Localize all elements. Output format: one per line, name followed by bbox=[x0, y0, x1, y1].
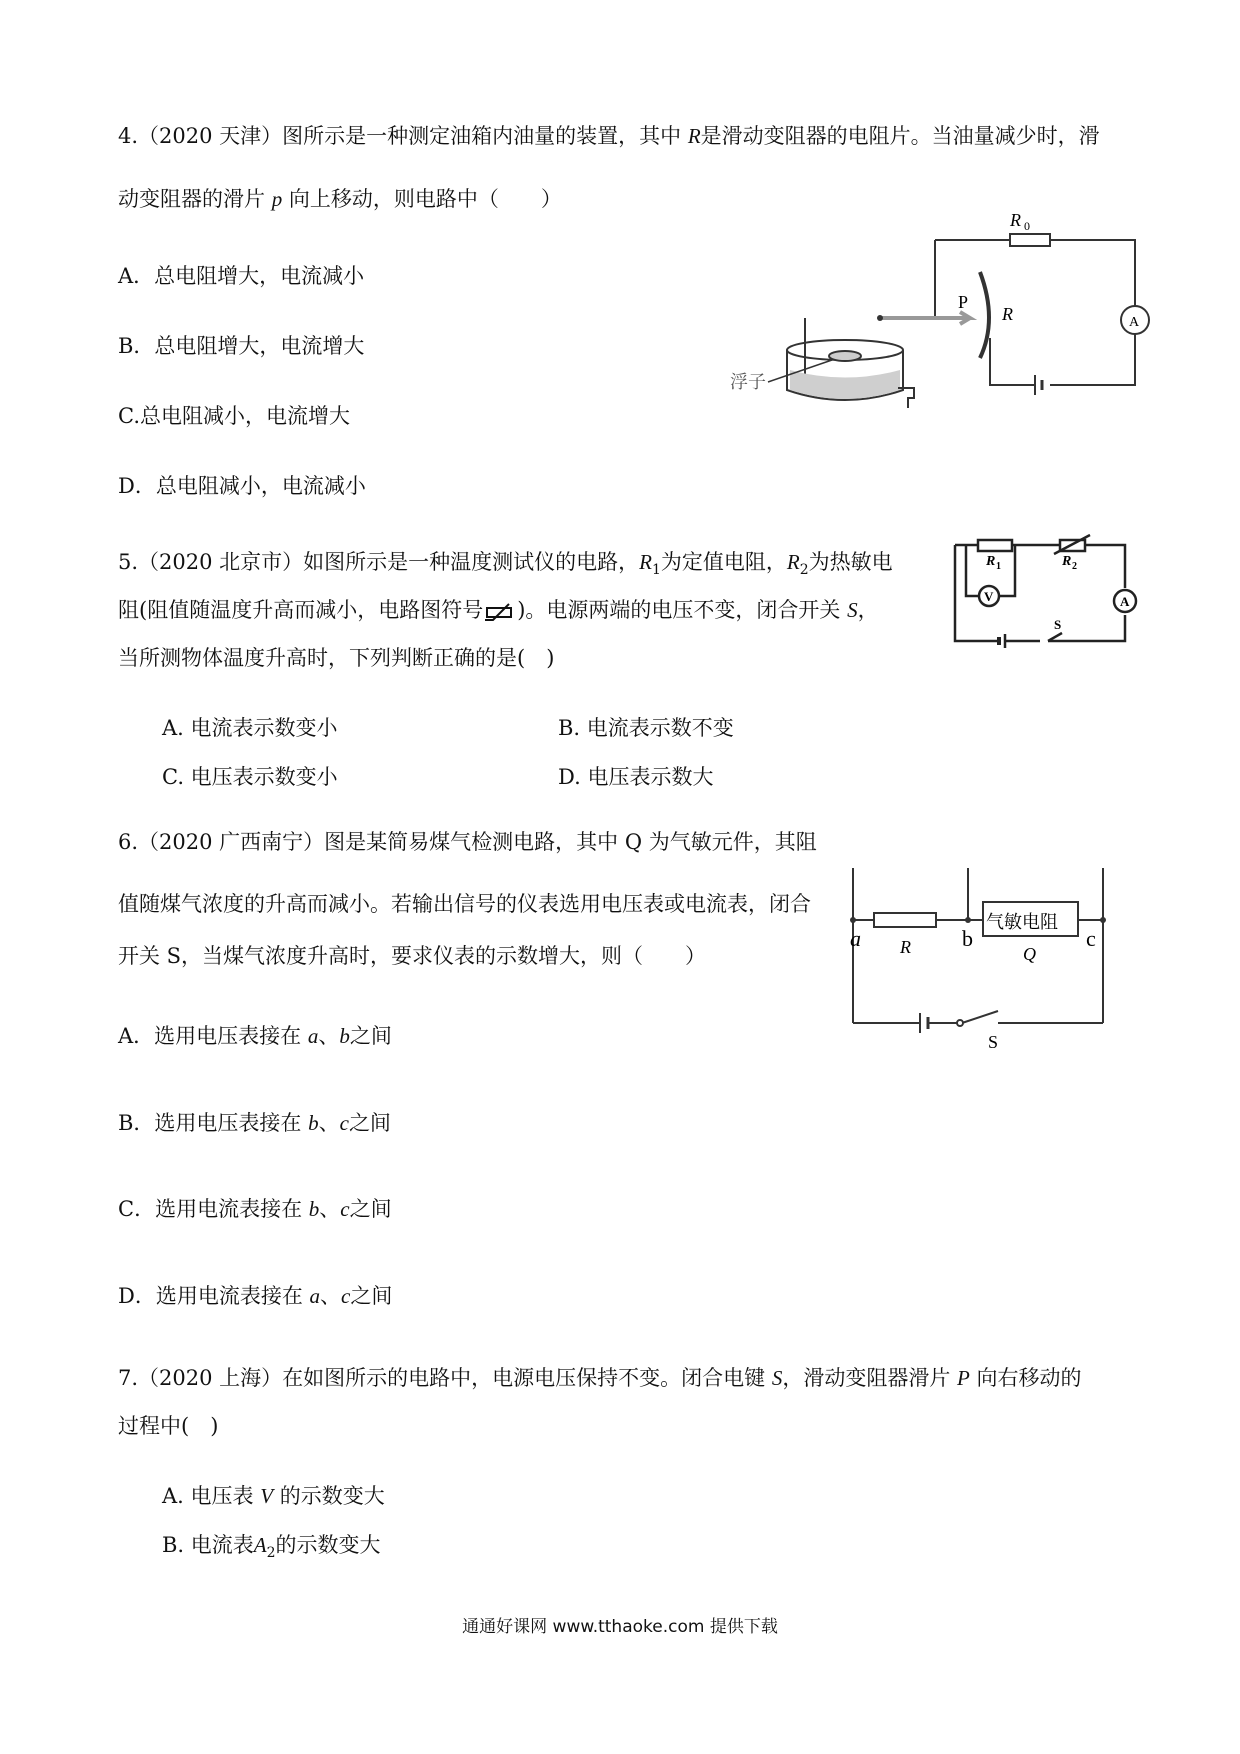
q6-stem-line1: 6.（2020 广西南宁）图是某简易煤气检测电路，其中 Q 为气敏元件，其阻 bbox=[118, 830, 817, 854]
q5-var-r2: R bbox=[786, 550, 800, 574]
q7-option-a bbox=[162, 1482, 385, 1510]
q5-text: 为定值电阻， bbox=[660, 550, 787, 574]
q6-text: D．选用电流表接在 bbox=[118, 1284, 310, 1308]
q5-fig-r1: R bbox=[986, 554, 996, 569]
q5-text: 5.（2020 北京市）如图所示是一种温度测试仪的电路， bbox=[118, 550, 640, 574]
q5-var-r1-sub: 1 bbox=[651, 562, 661, 579]
q7-text: A. 电压表 bbox=[162, 1484, 261, 1508]
q4-var-R: R bbox=[687, 124, 701, 148]
q6-var: c bbox=[340, 1197, 350, 1221]
q7-text: 7.（2020 上海）在如图所示的电路中，电源电压保持不变。闭合电键 bbox=[118, 1366, 772, 1390]
q7-text: 的示数变大 bbox=[273, 1484, 385, 1508]
q6-gas-detection-circuit-figure bbox=[848, 868, 1128, 1052]
q5-text: 阻(阻值随温度升高而减小，电路图符号 bbox=[118, 598, 484, 622]
q6-fig-s: S bbox=[988, 1032, 999, 1052]
q6-text: 之间 bbox=[348, 1111, 391, 1135]
q7-text: 的示数变大 bbox=[275, 1533, 381, 1557]
q7-var-a2-sub: 2 bbox=[266, 1545, 276, 1562]
q7-text: ，滑动变阻器滑片 bbox=[782, 1366, 958, 1390]
q4-text: 是滑动变阻器的电阻片。当油量减少时，滑 bbox=[700, 124, 1100, 148]
q5-var-r1: R bbox=[639, 550, 652, 574]
q5-option-d: D. 电压表示数大 bbox=[558, 765, 714, 789]
q7-stem-line2: 过程中( ) bbox=[118, 1414, 219, 1438]
q4-stem-line2 bbox=[118, 185, 562, 213]
q6-fig-r: R bbox=[900, 937, 911, 957]
q4-var-p: p bbox=[271, 187, 283, 211]
q6-fig-q: Q bbox=[1023, 944, 1036, 964]
q7-var-v: V bbox=[260, 1484, 274, 1508]
q5-thermometer-circuit-figure bbox=[950, 535, 1130, 645]
page-footer: 通通好课网 www.tthaoke.com 提供下载 bbox=[462, 1617, 778, 1637]
q5-option-b: B. 电流表示数不变 bbox=[558, 716, 734, 740]
q6-text: 、 bbox=[318, 1024, 340, 1048]
q4-option-c: C.总电阻减小，电流增大 bbox=[118, 404, 350, 428]
q5-var-r2-sub: 2 bbox=[799, 562, 809, 579]
q6-text: 之间 bbox=[350, 1284, 393, 1308]
q6-option-c bbox=[118, 1195, 392, 1223]
q6-text: B．选用电压表接在 bbox=[118, 1111, 309, 1135]
q6-var: c bbox=[341, 1284, 351, 1308]
q6-text: 之间 bbox=[349, 1024, 392, 1048]
q5-fig-ammeter: A bbox=[1120, 594, 1130, 609]
q5-text: )。电源两端的电压不变，闭合开关 bbox=[517, 598, 848, 622]
q4-text: 向上移动，则电路中（ ） bbox=[282, 187, 562, 211]
q6-var: b bbox=[308, 1111, 319, 1135]
q5-fig-r1-sub: 1 bbox=[996, 561, 1001, 572]
q6-option-b bbox=[118, 1109, 391, 1137]
q4-option-d: D．总电阻减小，电流减小 bbox=[118, 474, 366, 498]
q6-var: b bbox=[308, 1197, 320, 1221]
q7-option-b bbox=[162, 1531, 381, 1567]
q6-var: a bbox=[309, 1284, 321, 1308]
thermistor-symbol-icon bbox=[483, 602, 517, 622]
q5-text: 为热敏电 bbox=[808, 550, 893, 574]
q4-fig-r0: R bbox=[1010, 210, 1021, 230]
q5-option-c: C. 电压表示数变小 bbox=[162, 765, 338, 789]
q4-fig-r0-sub: 0 bbox=[1024, 219, 1030, 233]
q6-var: c bbox=[339, 1111, 349, 1135]
q5-fig-r2-sub: 2 bbox=[1072, 561, 1077, 572]
q5-fig-r2: R bbox=[1062, 554, 1072, 569]
q5-stem-line1 bbox=[118, 548, 893, 584]
q5-fig-switch: S bbox=[1054, 617, 1062, 632]
q4-option-b: B．总电阻增大，电流增大 bbox=[118, 334, 365, 358]
q7-var-p: P bbox=[957, 1366, 970, 1390]
q4-fig-float-label: 浮子 bbox=[730, 372, 766, 392]
q6-option-d bbox=[118, 1282, 392, 1310]
q5-text: ， bbox=[857, 598, 879, 622]
q5-var-s: S bbox=[847, 598, 858, 622]
q6-text: 之间 bbox=[349, 1197, 392, 1221]
q7-var-a2: A bbox=[253, 1533, 267, 1557]
q6-fig-b: b bbox=[962, 926, 973, 951]
q4-fig-ammeter: A bbox=[1129, 315, 1140, 330]
q6-stem-line2: 值随煤气浓度的升高而减小。若输出信号的仪表选用电压表或电流表，闭合 bbox=[118, 892, 811, 916]
q4-stem-line1 bbox=[118, 122, 1100, 150]
q7-var-s: S bbox=[771, 1366, 783, 1390]
q6-fig-gas-resistor: 气敏电阻 bbox=[986, 912, 1058, 932]
q6-fig-a: a bbox=[850, 926, 861, 951]
q6-text: C．选用电流表接在 bbox=[118, 1197, 309, 1221]
q7-text: 向右移动的 bbox=[969, 1366, 1082, 1390]
q6-text: 、 bbox=[319, 1197, 341, 1221]
q4-oil-tank-figure bbox=[730, 210, 1140, 440]
q6-fig-c: c bbox=[1086, 926, 1096, 951]
q4-fig-p: P bbox=[958, 292, 969, 312]
q6-text: 、 bbox=[318, 1111, 340, 1135]
q5-option-a: A. 电流表示数变小 bbox=[162, 716, 338, 740]
q7-text: B. 电流表 bbox=[162, 1533, 254, 1557]
q6-var: b bbox=[339, 1024, 350, 1048]
q4-option-a: A．总电阻增大，电流减小 bbox=[118, 264, 365, 288]
q4-fig-r: R bbox=[1002, 304, 1013, 324]
q4-text: 动变阻器的滑片 bbox=[118, 187, 272, 211]
q5-fig-voltmeter: V bbox=[984, 589, 994, 604]
q6-option-a bbox=[118, 1022, 392, 1050]
q7-stem-line1 bbox=[118, 1364, 1082, 1392]
q6-text: A．选用电压表接在 bbox=[118, 1024, 308, 1048]
q5-stem-line3: 当所测物体温度升高时，下列判断正确的是( ) bbox=[118, 646, 555, 670]
q6-var: a bbox=[307, 1024, 319, 1048]
q4-text: 4.（2020 天津）图所示是一种测定油箱内油量的装置，其中 bbox=[118, 124, 688, 148]
q6-text: 、 bbox=[320, 1284, 342, 1308]
q6-stem-line3: 开关 S，当煤气浓度升高时，要求仪表的示数增大，则（ ） bbox=[118, 944, 707, 968]
q5-stem-line2 bbox=[118, 596, 879, 624]
